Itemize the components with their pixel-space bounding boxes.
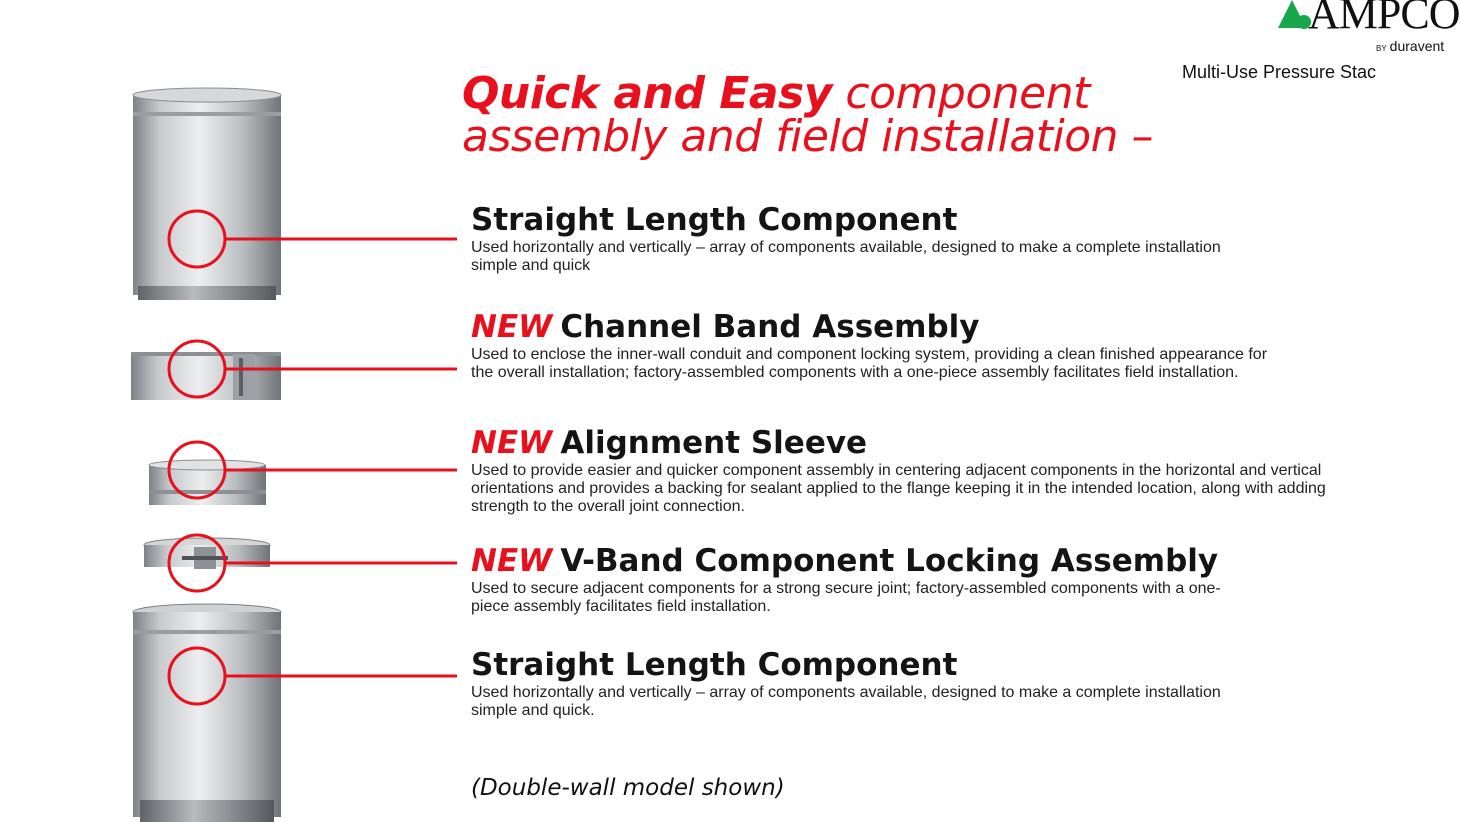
component-title — [471, 544, 1231, 578]
model-note: (Double-wall model shown) — [471, 775, 785, 801]
component-description: Used horizontally and vertically – array of components available, designed to make a complete installation simple and quick. — [471, 684, 1221, 719]
new-tag: NEW — [471, 309, 553, 345]
page-subtitle: Multi-Use Pressure Stac — [1182, 62, 1377, 82]
component-straight-length-1 — [471, 203, 1251, 275]
straight-length-bottom-image — [133, 604, 281, 822]
brand-logo — [1226, 0, 1460, 60]
component-description: Used to provide easier and quicker component assembly in centering adjacent components in the horizontal and vertical orientations and provides a backing for sealant applied to the flange keeping it in the intended location, along with adding strength to the overall joint connection. — [471, 462, 1326, 515]
component-description: Used horizontally and vertically – array of components available, designed to make a complete installation simple and quick — [471, 239, 1221, 274]
alignment-sleeve-image — [149, 460, 266, 505]
component-title-text: Channel Band Assembly — [560, 309, 980, 345]
component-title — [471, 426, 1351, 460]
component-description: Used to enclose the inner-wall conduit and component locking system, providing a clean finished appearance for the overall installation; factory-assembled components with a one-piece assembly facilitates field installation. — [471, 346, 1268, 381]
headline-bold: Quick and Easy — [462, 68, 832, 119]
component-v-band — [471, 544, 1231, 616]
headline — [462, 68, 1154, 162]
component-channel-band — [471, 310, 1291, 382]
byline-name: duravent — [1389, 38, 1445, 54]
component-straight-length-2 — [471, 648, 1241, 720]
brand-byline — [1376, 38, 1444, 54]
headline-line1-rest: component — [845, 68, 1090, 119]
new-tag: NEW — [471, 425, 553, 461]
byline-prefix: BY — [1376, 44, 1387, 53]
component-title-text: Alignment Sleeve — [560, 425, 868, 461]
new-tag: NEW — [471, 543, 553, 579]
component-title-text: Straight Length Component — [471, 202, 958, 238]
ampco-logo-icon — [1278, 0, 1312, 30]
headline-line2: assembly and field installation – — [462, 111, 1154, 162]
stack-illustration — [0, 0, 470, 822]
component-title — [471, 203, 1251, 237]
component-title — [471, 648, 1241, 682]
component-title-text: V-Band Component Locking Assembly — [560, 543, 1219, 579]
component-title-text: Straight Length Component — [471, 647, 958, 683]
straight-length-top-image — [133, 88, 281, 300]
component-title — [471, 310, 1291, 344]
component-description: Used to secure adjacent components for a strong secure joint; factory-assembled components with a one-piece assembly facilitates field installation. — [471, 580, 1221, 615]
channel-band-image — [131, 352, 281, 400]
component-alignment-sleeve — [471, 426, 1351, 516]
brand-name: AMPCO — [1308, 0, 1460, 38]
